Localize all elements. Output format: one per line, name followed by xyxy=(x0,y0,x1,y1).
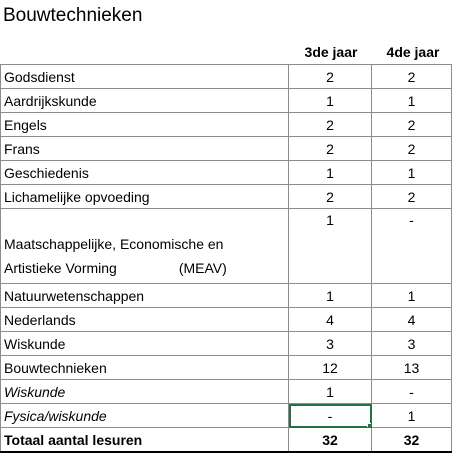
subject-cell[interactable]: Fysica/wiskunde xyxy=(1,404,289,428)
subject-cell[interactable]: Aardrijkskunde xyxy=(1,89,289,113)
table-row xyxy=(1,161,452,185)
selected-cell[interactable] xyxy=(289,404,372,428)
total-year4-cell[interactable]: 32 xyxy=(372,428,452,453)
table-row xyxy=(1,209,452,284)
year3-hours-cell[interactable]: 2 xyxy=(289,185,372,209)
table-row xyxy=(1,308,452,332)
subject-cell[interactable]: Geschiedenis xyxy=(1,161,289,185)
table-row xyxy=(1,404,452,428)
table-row xyxy=(1,284,452,308)
subject-cell[interactable]: Lichamelijke opvoeding xyxy=(1,185,289,209)
column-header-3de-jaar[interactable]: 3de jaar xyxy=(304,44,358,60)
table-row xyxy=(1,332,452,356)
subject-abbreviation: (MEAV) xyxy=(178,260,227,276)
total-row xyxy=(1,428,452,453)
year4-hours-cell[interactable]: 4 xyxy=(372,308,452,332)
year3-hours-cell[interactable]: 1 xyxy=(289,209,372,284)
subject-cell[interactable] xyxy=(1,209,289,284)
subject-cell[interactable]: Natuurwetenschappen xyxy=(1,284,289,308)
subject-cell[interactable]: Engels xyxy=(1,113,289,137)
subject-cell[interactable]: Frans xyxy=(1,137,289,161)
year4-hours-cell[interactable]: 2 xyxy=(372,113,452,137)
year4-hours-cell[interactable]: 1 xyxy=(372,284,452,308)
table-row xyxy=(1,137,452,161)
table-row xyxy=(1,89,452,113)
subject-cell[interactable]: Godsdienst xyxy=(1,65,289,89)
table-row xyxy=(1,185,452,209)
year4-hours-cell[interactable]: 13 xyxy=(372,356,452,380)
year3-hours-cell[interactable]: 2 xyxy=(289,113,372,137)
year3-hours-cell[interactable]: 2 xyxy=(289,65,372,89)
column-header-4de-jaar[interactable]: 4de jaar xyxy=(386,44,440,60)
year3-hours-cell[interactable]: 2 xyxy=(289,137,372,161)
year4-hours-cell[interactable]: 3 xyxy=(372,332,452,356)
table-row xyxy=(1,113,452,137)
subject-cell[interactable]: Bouwtechnieken xyxy=(1,356,289,380)
table-row xyxy=(1,380,452,404)
year3-hours-cell[interactable]: 4 xyxy=(289,308,372,332)
year3-hours-cell[interactable]: 1 xyxy=(289,89,372,113)
lesson-hours-table xyxy=(0,64,452,453)
year4-hours-cell[interactable]: 2 xyxy=(372,185,452,209)
total-year3-cell[interactable]: 32 xyxy=(289,428,372,453)
subject-cell[interactable]: Wiskunde xyxy=(1,332,289,356)
total-label-cell[interactable]: Totaal aantal lesuren xyxy=(1,428,289,453)
table-row xyxy=(1,65,452,89)
year4-hours-cell[interactable]: 1 xyxy=(372,89,452,113)
page-title: Bouwtechnieken xyxy=(3,5,143,26)
year3-hours-cell[interactable]: 1 xyxy=(289,284,372,308)
fill-handle[interactable] xyxy=(367,423,372,428)
year3-hours-value: - xyxy=(327,407,333,424)
subject-line-2 xyxy=(4,256,288,280)
table-row xyxy=(1,356,452,380)
year3-hours-cell[interactable]: 1 xyxy=(289,380,372,404)
subject-line-2-text: Artistieke Vorming xyxy=(4,260,117,276)
year4-hours-cell[interactable]: 1 xyxy=(372,161,452,185)
subject-cell[interactable]: Wiskunde xyxy=(1,380,289,404)
year3-hours-cell[interactable]: 1 xyxy=(289,161,372,185)
year4-hours-cell[interactable]: - xyxy=(372,209,452,284)
year4-hours-cell[interactable]: - xyxy=(372,380,452,404)
year4-hours-cell[interactable]: 2 xyxy=(372,65,452,89)
subject-cell[interactable]: Nederlands xyxy=(1,308,289,332)
year4-hours-cell[interactable]: 1 xyxy=(372,404,452,428)
year4-hours-cell[interactable]: 2 xyxy=(372,137,452,161)
year3-hours-cell[interactable]: 3 xyxy=(289,332,372,356)
subject-line-1: Maatschappelijke, Economische en xyxy=(4,236,224,252)
year3-hours-cell[interactable]: 12 xyxy=(289,356,372,380)
